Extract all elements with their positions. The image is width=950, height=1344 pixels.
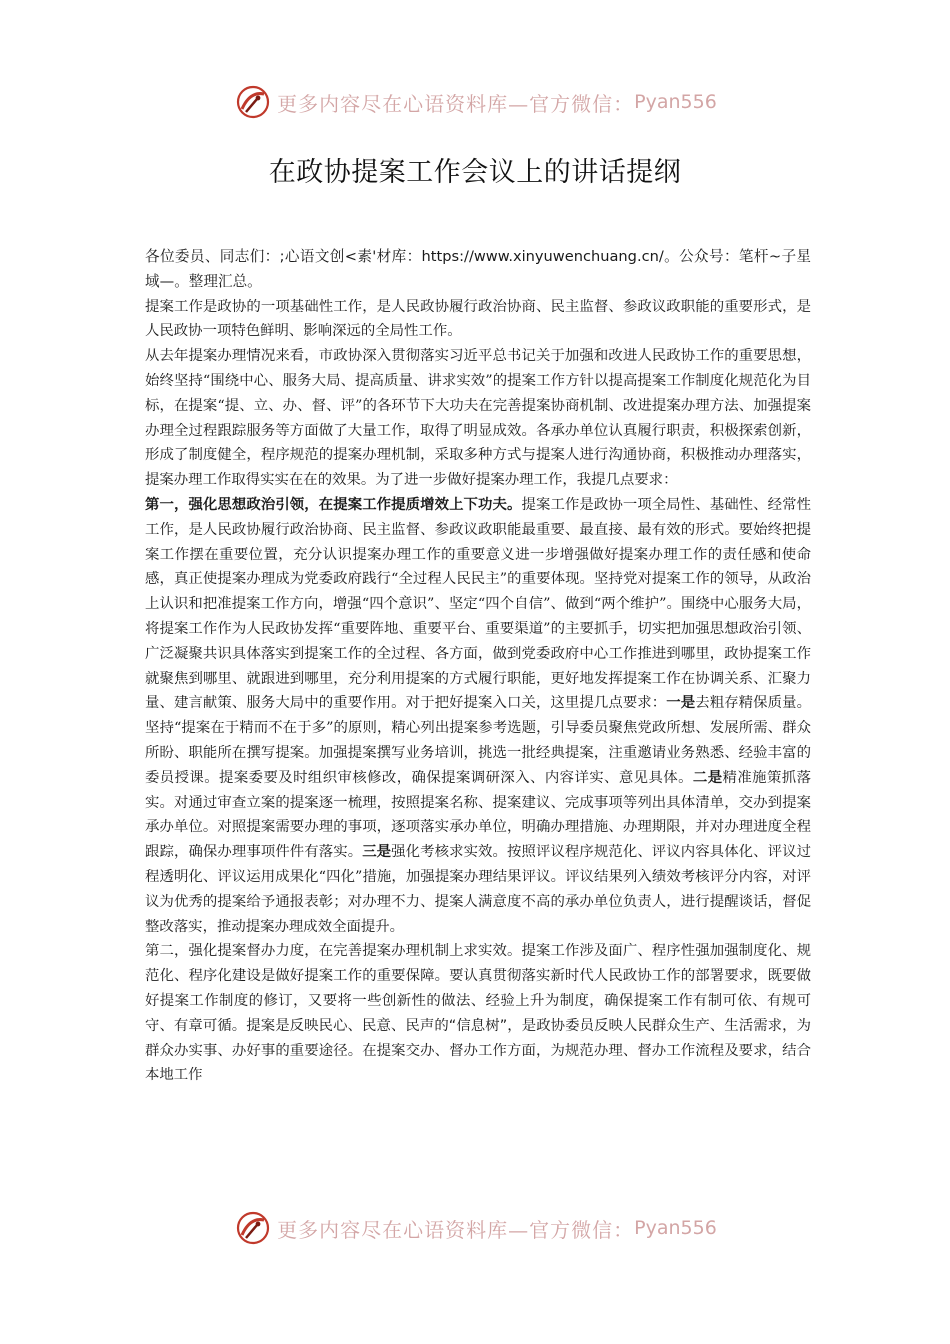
header-watermark-banner xyxy=(0,80,950,124)
banner-wechat-id: Pyan556 xyxy=(634,91,717,113)
banner-text: 更多内容尽在心语资料库—官方微信： xyxy=(277,91,635,116)
point-2-keyword: 二是 xyxy=(692,769,723,786)
logo-icon xyxy=(233,1208,273,1248)
point-1-text: 去粗存精保质量。坚持“提案在于精而不在于多”的原则，精心列出提案参考选题，引导委员聚焦党政所想、发展所需、群众所盼、职能所在撰写提案。加强提案撰写业务培训，挑选一批经典提案，注重邀请业务熟悉、经验丰富的委员授课。提案委要及时组织审核修改，确保提案调研深入、内容详实、意见具体。 xyxy=(145,695,811,786)
logo-icon xyxy=(233,82,273,122)
document-body xyxy=(145,245,811,1088)
section-2-body: 提案工作涉及面广、程序性强加强制度化、规范化、程序化建设是做好提案工作的重要保障。要认真贯彻落实新时代人民政协工作的部署要求，既要做好提案工作制度的修订，又要将一些创新性的做法、经验上升为制度，确保提案工作有制可依、有规可守、有章可循。提案是反映民心、民意、民声的“信息树”，是政协委员反映人民群众生产、生活需求，为群众办实事、办好事的重要途径。在提案交办、督办工作方面，为规范办理、督办工作流程及要求，结合本地工作 xyxy=(145,943,811,1084)
point-3-keyword: 三是 xyxy=(362,844,392,861)
footer-watermark-banner xyxy=(0,1206,950,1250)
banner-text: 更多内容尽在心语资料库—官方微信： xyxy=(277,1217,635,1242)
point-1-keyword: 一是 xyxy=(666,695,696,712)
section-1-body: 提案工作是政协一项全局性、基础性、经常性工作，是人民政协履行政治协商、民主监督、参政议政职能最重要、最直接、最有效的形式。要始终把提案工作摆在重要位置，充分认识提案办理工作的重要意义进一步增强做好提案办理工作的责任感和使命感，真正使提案办理成为党委政府践行“全过程人民民主”的重要体现。坚持党对提案工作的领导，从政治上认识和把准提案工作方向，增强“四个意识”、坚定“四个自信”、做到“两个维护”。围绕中心服务大局，将提案工作作为人民政协发挥“重要阵地、重要平台、重要渠道”的主要抓手，切实把加强思想政治引领、广泛凝聚共识具体落实到提案工作的全过程、各方面，做到党委政府中心工作推进到哪里，政协提案工作就聚焦到哪里、就跟进到哪里，充分利用提案的方式履行职能，更好地发挥提案工作在协调关系、汇聚力量、建言献策、服务大局中的重要作用。对于把好提案入口关，这里提几点要求： xyxy=(145,496,811,712)
point-2-text: 精准施策抓落实。对通过审查立案的提案逐一梳理，按照提案名称、提案建议、完成事项等列出具体清单，交办到提案承办单位。对照提案需要办理的事项，逐项落实承办单位，明确办理措施、办理期限，并对办理进度全程跟踪，确保办理事项件件有落实。 xyxy=(145,769,811,861)
point-3-text: 强化考核求实效。按照评议程序规范化、评议内容具体化、评议过程透明化、评议运用成果化“四化”措施，加强提案办理结果评议。评议结果列入绩效考核评分内容，对评议为优秀的提案给予通报表彰；对办理不力、提案人满意度不高的承办单位负责人，进行提醒谈话，督促整改落实，推动提案办理成效全面提升。 xyxy=(145,844,811,935)
paragraph-2: 从去年提案办理情况来看，市政协深入贯彻落实习近平总书记关于加强和改进人民政协工作的重要思想，始终坚持“围绕中心、服务大局、提高质量、讲求实效”的提案工作方针以提高提案工作制度化规范化为目标，在提案“提、立、办、督、评”的各环节下大功夫在完善提案协商机制、改进提案办理方法、加强提案办理全过程跟踪服务等方面做了大量工作，取得了明显成效。各承办单位认真履行职责，积极探索创新，形成了制度健全，程序规范的提案办理机制，采取多种方式与提案人进行沟通协商，积极推动办理落实，提案办理工作取得实实在在的效果。为了进一步做好提案办理工作，我提几点要求： xyxy=(145,348,811,489)
paragraph-1: 提案工作是政协的一项基础性工作，是人民政协履行政治协商、民主监督、参政议政职能的重要形式，是人民政协一项特色鲜明、影响深远的全局性工作。 xyxy=(145,298,811,340)
paragraph-3 xyxy=(145,493,811,939)
banner-wechat-id: Pyan556 xyxy=(634,1217,717,1239)
page-title: 在政协提案工作会议上的讲话提纲 xyxy=(268,157,682,188)
intro-line: 各位委员、同志们：;心语文创<素'材库：https://www.xinyuwenchuang.cn/。公众号：笔杆~子星域—。整理汇总。 xyxy=(145,248,811,290)
section-2-heading: 第二，强化提案督办力度，在完善提案办理机制上求实效。 xyxy=(145,943,522,960)
paragraph-4 xyxy=(145,939,811,1088)
section-1-heading: 第一，强化思想政治引领，在提案工作提质增效上下功夫。 xyxy=(145,496,522,513)
